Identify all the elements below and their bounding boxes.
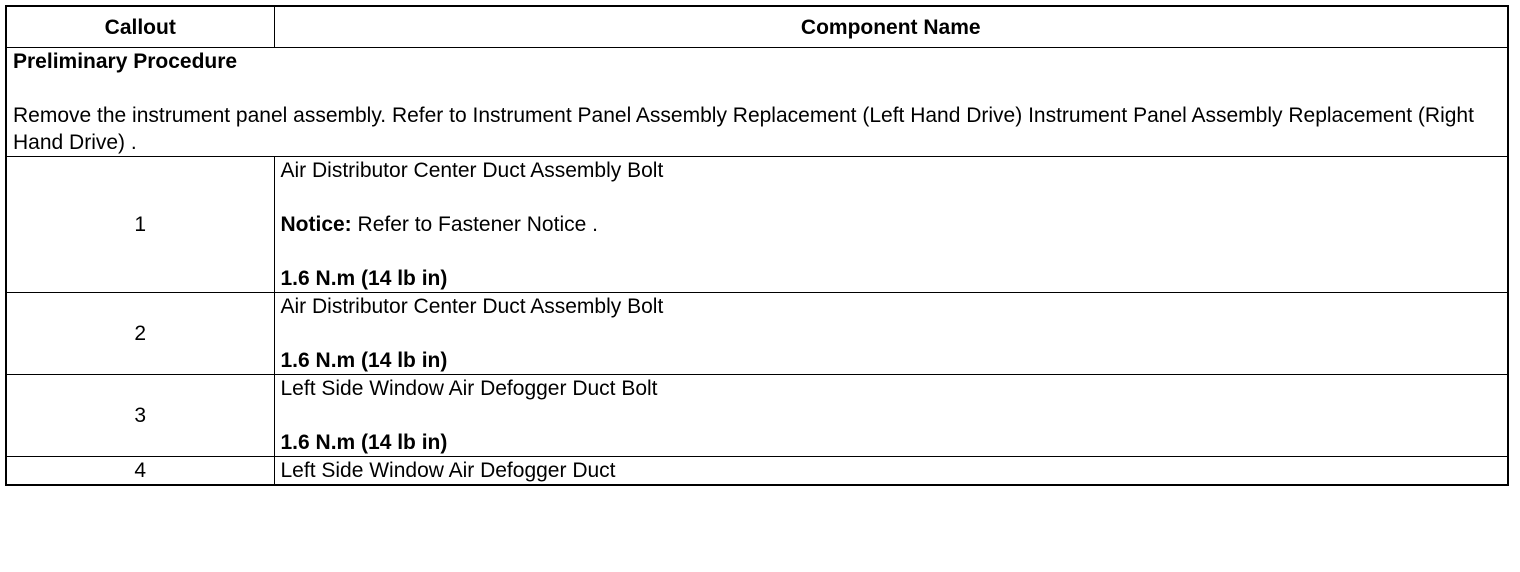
preliminary-heading: Preliminary Procedure [13, 50, 238, 73]
notice-label: Notice: [280, 213, 352, 236]
component-table [5, 5, 1509, 486]
notice-line [281, 211, 1502, 238]
callout-number: 1 [6, 157, 274, 293]
component-name: Left Side Window Air Defogger Duct [280, 459, 616, 482]
table-row [6, 293, 1508, 375]
header-row [6, 6, 1508, 48]
callout-number: 3 [6, 375, 274, 457]
preliminary-row [6, 48, 1508, 157]
table-row [6, 375, 1508, 457]
component-name: Left Side Window Air Defogger Duct Bolt [280, 377, 658, 400]
component-name: Air Distributor Center Duct Assembly Bolt [280, 159, 664, 182]
component-name-header: Component Name [274, 6, 1508, 48]
torque-spec: 1.6 N.m (14 lb in) [280, 349, 448, 372]
table-row [6, 157, 1508, 293]
notice-text: Refer to Fastener Notice . [351, 213, 598, 236]
preliminary-text: Remove the instrument panel assembly. Refer to Instrument Panel Assembly Replacement (Left Hand Drive) Instrument Panel Assembly Replacement (Right Hand Drive) . [13, 104, 1474, 154]
component-name: Air Distributor Center Duct Assembly Bolt [280, 295, 664, 318]
component-cell [274, 375, 1508, 457]
torque-spec: 1.6 N.m (14 lb in) [280, 431, 448, 454]
callout-number: 4 [6, 457, 274, 486]
component-cell [274, 157, 1508, 293]
callout-header: Callout [6, 6, 274, 48]
component-cell [274, 457, 1508, 486]
component-cell [274, 293, 1508, 375]
preliminary-cell [6, 48, 1508, 157]
torque-spec: 1.6 N.m (14 lb in) [280, 267, 448, 290]
callout-number: 2 [6, 293, 274, 375]
table-row [6, 457, 1508, 486]
